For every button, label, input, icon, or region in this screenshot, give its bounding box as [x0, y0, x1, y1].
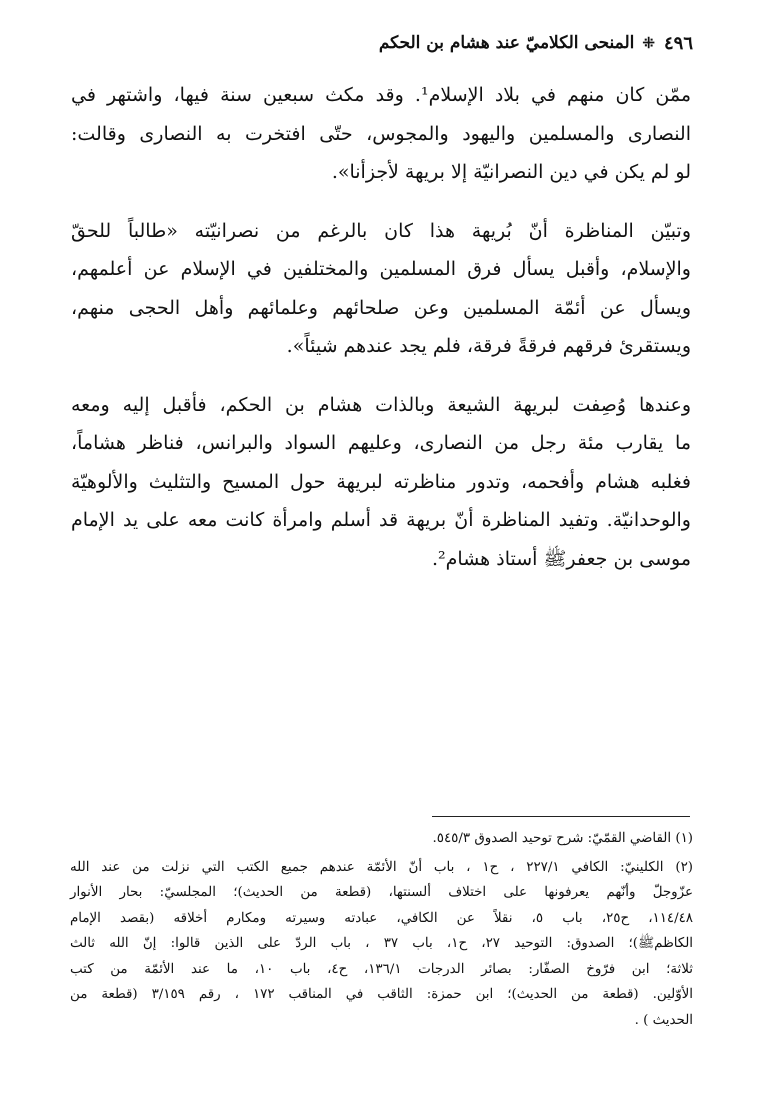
running-title: المنحى الكلاميّ عند هشام بن الحكم: [378, 33, 635, 53]
running-header: [70, 28, 693, 58]
text-line: ويستقرئ فرقهم فرقةً فرقة، فلم يجد عندهم شيئاً».: [286, 335, 691, 357]
text-line: النصارى والمسلمين واليهود والمجوس، حتّى افتخرت به النصارى وقالت:: [71, 122, 691, 145]
paragraph-2: [71, 212, 691, 366]
footnote-line: الأوّلين. (قطعة من الحديث)؛ ابن حمزة: الثاقب في المناقب ١٧٢ ، رقم ٣/١٥٩ (قطعة من: [70, 987, 694, 1002]
footnotes: [70, 826, 693, 1033]
footnote-line: (٢) الكلينيّ: الكافي ٢٢٧/١ ، ح١ ، باب أنّ الأئمّة عندهم جميع الكتب التي نزلت من عند الله: [70, 859, 693, 875]
text-line: فغلبه هشام وأفحمه، وتدور مناظرته لبريهة حول المسيح والتثليث والألوهيّة: [71, 470, 691, 493]
text-line: والإسلام، وأقبل يسأل فرق المسلمين والمختلفين في الإسلام عن أعلمهم،: [71, 258, 691, 280]
footnote-line: الحديث ) .: [634, 1012, 693, 1028]
page-number: ٤٩٦: [663, 32, 693, 54]
text-line: وتبيّن المناظرة أنّ بُريهة هذا كان بالرغم من نصرانيّته «طالباً للحقّ: [71, 219, 691, 242]
text-line: لو لم يكن في دين النصرانيّة إلا بريهة لأجزأنا».: [331, 161, 691, 183]
text-line: ما يقارب مئة رجل من النصارى، وعليهم السواد والبرانس، فناظر هشاماً،: [71, 432, 691, 454]
paragraph-1: [71, 76, 691, 192]
text-line: وعندها وُصِفت لبريهة الشيعة وبالذات هشام بن الحكم، فأقبل إليه ومعه: [71, 393, 691, 416]
footnote-line: عزّوجلّ وأنّهم يعرفونها على اختلاف ألسنتها، (قطعة من الحديث)؛ المجلسيّ: بحار الأنوار: [70, 885, 693, 900]
footnote-line: الكاظمﷺ)؛ الصدوق: التوحيد ٢٧، ح١، باب ٣٧ ، باب الردّ على الذين قالوا: إنّ الله ثالث: [70, 936, 694, 951]
text-line: والوحدانيّة. وتفيد المناظرة أنّ بريهة قد أسلم وامرأة كانت معه على يد الإمام: [71, 509, 691, 531]
footnote-divider: [432, 816, 690, 817]
footnote-1: [70, 826, 693, 852]
text-line: موسى بن جعفرﷺ أستاذ هشام².: [432, 547, 691, 570]
footnote-line: ١١٤/٤٨، ح٢٥، باب ٥، نقلاً عن الكافي، عبادته وسيرته ومكارم أخلاقه (بقصد الإمام: [70, 910, 693, 926]
ornament-icon: ⁜: [642, 34, 656, 52]
footnote-line: ثلاثة؛ ابن فرّوخ الصفّار: بصائر الدرجات ١٣٦/١، ح٤، باب ١٠، ما عند الأئمّة من كتب: [70, 961, 693, 977]
footnote-2: [70, 855, 693, 1034]
text-line: ويسأل عن أئمّة المسلمين وعن صلحائهم وعلمائهم وأهل الحجى منهم،: [71, 296, 691, 319]
paragraph-3: [71, 386, 691, 579]
text-line: ممّن كان منهم في بلاد الإسلام¹. وقد مكث سبعين سنة فيها، واشتهر في: [71, 84, 691, 106]
body-text: [71, 76, 691, 578]
footnote-line: (١) القاضي القمّيّ: شرح توحيد الصدوق ٥٤٥/٣.: [432, 831, 693, 846]
